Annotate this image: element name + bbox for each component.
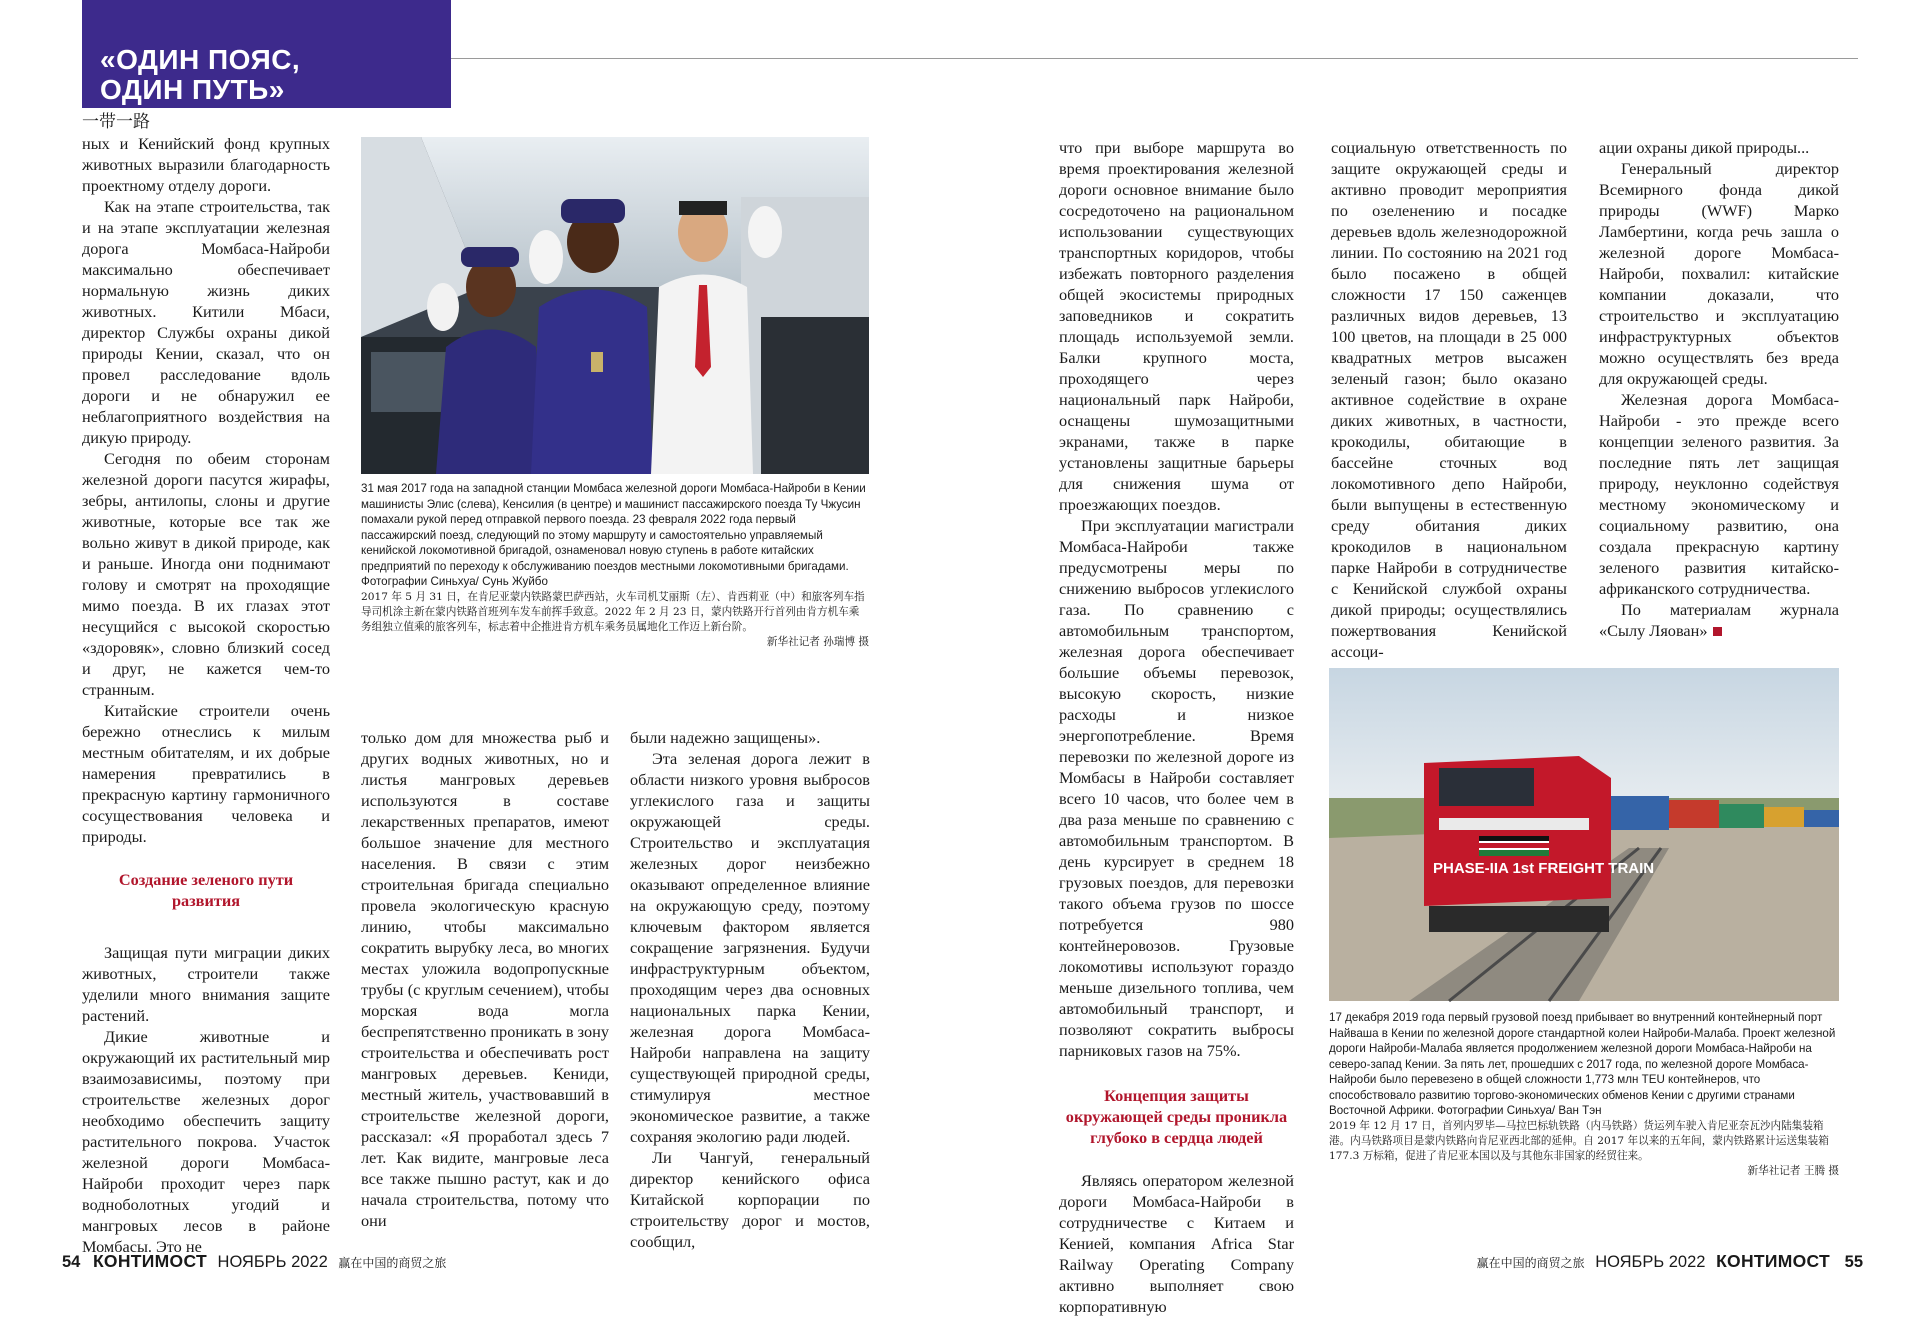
paragraph: Генеральный директор Всемирного фонда дикой природы (WWF) Марко Ламбертини, когда речь зашла о железной дороге Момбаса-Найроби, похвалил: китайские компании доказали, что строительство и эксплуатацию инфраструктурных объектов можно осуществлять без вреда для окружающей среды. <box>1599 159 1839 388</box>
caption-russian: 31 мая 2017 года на западной станции Момбаса железной дороги Момбаса-Найроби в Кении машинисты Элис (слева), Кенсилия (в центре) и машинист пассажирского поезда Ту Чжусин помахали рукой перед отправкой первого поезда. 23 февраля 2022 года первый пассажирский поезд, следующий по этому маршруту и самостоятельно управляемый кенийской локомотивной бригадой, ознаменовал новую ступень в работе китайских предприятий по переходу к обслуживанию поездов местными локомотивными бригадами. Фотографии Синьхуа/ Сунь Жуйбо <box>361 482 866 588</box>
article-end-mark-icon <box>1713 627 1722 636</box>
footer-right <box>1477 1251 1863 1273</box>
paragraph: что при выборе маршрута во время проектирования железной дороги основное внимание было сосредоточено на рациональном использовании существующих транспортных коридоров, чтобы избежать повторного разделения общей экосистемы природных заповедников и сократить площадь используемой земли. Балки крупного моста, проходящего через национальный парк Найроби, оснащены шумозащитными экранами, также в парке установлены защитные барьеры для снижения шума от проезжающих поездов. <box>1059 138 1294 514</box>
tagline-chinese: 赢在中国的商贸之旅 <box>1476 1256 1585 1270</box>
page-number: 54 <box>62 1253 81 1271</box>
section-heading: Создание зеленого пути развития <box>118 870 294 910</box>
rubric-title-line-2: ОДИН ПУТЬ» <box>100 74 285 105</box>
freight-train-illustration <box>1329 668 1839 1001</box>
issue-date: НОЯБРЬ 2022 <box>1595 1253 1706 1271</box>
article-column-5 <box>1331 137 1567 662</box>
tagline-chinese: 赢在中国的商贸之旅 <box>338 1256 447 1270</box>
paragraph: ных и Кенийский фонд крупных животных выразили благодарность проектному отделу дороги. <box>82 134 330 195</box>
paragraph: Эта зеленая дорога лежит в области низкого уровня выбросов углекислого газа и защиты окружающей среды. Строительство и эксплуатация железных дорог неизбежно оказывают определенное влияние на окружающую среду, поэтому ключевым фактором является сокращение загрязнения. Будучи инфраструктурным объектом, проходящим через два основных национальных парка Кении, железная дорога Момбаса-Найроби направлена на защиту существующей природной среды, стимулируя местное экономическое развитие, а также сохраняя экологию ради людей. <box>630 749 870 1146</box>
photo-freight-train <box>1329 668 1839 1001</box>
paragraph: Сегодня по обеим сторонам железной дороги пасутся жирафы, зебры, антилопы, слоны и другие животные, которые все так же вольно живут в дикой природе, как и раньше. Иногда они поднимают голову и смотрят на проходящие мимо поезда. В их глазах этот несущийся с высокой скоростью «здоровяк», словно близкий сосед и друг, не кажется чем-то странным. <box>82 449 330 699</box>
paragraph: были надежно защищены». <box>630 728 821 747</box>
paragraph: ации охраны дикой природы... <box>1599 138 1810 157</box>
paragraph: Китайские строители очень бережно отнеслись к милым местным обитателям, и их добрые намерения превратились в прекрасную картину гармоничного сосуществования человека и природы. <box>82 701 330 846</box>
section-heading: Концепция защиты окружающей среды проникла глубоко в сердца людей <box>1065 1086 1288 1147</box>
article-column-6 <box>1599 137 1839 641</box>
paragraph-source <box>1599 599 1839 641</box>
photo-1-caption <box>361 481 869 650</box>
paragraph: При эксплуатации магистрали Момбаса-Найроби также предусмотрены меры по снижению выбросов углекислого газа. По сравнению с автомобильным транспортом, железная дорога обеспечивает большие объемы перевозок, высокую скорость, низкие расходы и низкое энергопотребление. Время перевозки по железной дороге из Момбасы в Найроби составляет всего 10 часов, что более чем в два раза меньше по сравнению с автомобильным транспортом. В день курсирует в среднем 18 грузовых поездов, для перевозки такого объема грузов по шоссе потребуется 980 контейнеровозов. Грузовые локомотивы используют гораздо меньше дизельного топлива, чем автомобильный транспорт, и позволяют сократить выбросы парниковых газов на 75%. <box>1059 516 1294 1060</box>
article-column-3 <box>630 727 870 1252</box>
caption-chinese: 2019 年 12 月 17 日，首列内罗毕—马拉巴标轨铁路（内马铁路）货运列车驶入肯尼亚奈瓦沙内陆集装箱港。内马铁路项目是蒙内铁路向肯尼亚西北部的延伸。自 2017 年以来的五年间，蒙内铁路累计运送集装箱 177.3 万标箱，促进了肯尼亚本国以及与其他东非国家的经贸往来。 <box>1329 1119 1829 1162</box>
paragraph: Дикие животные и окружающий их растительный мир взаимозависимы, поэтому при строительстве железных дорог необходимо обеспечить защиту растительного покрова. Участок железной дороги Момбаса-Найроби проходит через парк водноболотных угодий и мангровых лесов в районе Момбасы. Это не <box>82 1027 330 1256</box>
photo-2-caption <box>1329 1010 1839 1179</box>
paragraph: социальную ответственность по защите окружающей среды и активно проводит мероприятия по озеленению и посадке деревьев вдоль железнодорожной линии. По состоянию на 2021 год было посажено в общей сложности 17 150 саженцев различных видов деревьев, 13 100 цветов, на площади в 25 000 квадратных метров высажен зеленый газон; было оказано активное содействие в охране диких животных, в частности, крокодилы, обитающие в бассейне сточных вод локомотивного депо Найроби, были выпущены в естественную среду обитания диких крокодилов в национальном парке Найроби в сотрудничестве с Кенийской службой охраны дикой природы; осуществлялись пожертвования Кенийской ассоци- <box>1331 138 1567 661</box>
article-column-1 <box>82 133 330 1257</box>
paragraph: Защищая пути миграции диких животных, строители также уделили много внимания защите растений. <box>82 943 330 1025</box>
source-text: По материалам журнала «Сылу Ляован» <box>1599 600 1839 640</box>
paragraph: Как на этапе строительства, так и на этапе эксплуатации железная дорога Момбаса-Найроби максимально обеспечивает нормальную жизнь диких животных. Китили Мбаси, директор Службы охраны дикой природы Кении, сказал, что он провел расследование вдоль дороги и не обнаружил ее неблагоприятного воздействия на дикую природу. <box>82 197 330 447</box>
section-rubric-title <box>100 45 300 105</box>
caption-credit: 新华社记者 孙瑞博 摄 <box>766 635 869 648</box>
article-column-2 <box>361 727 609 1231</box>
caption-chinese: 2017 年 5 月 31 日，在肯尼亚蒙内铁路蒙巴萨西站，火车司机艾丽斯（左）、肯西莉亚（中）和旅客列车指导司机涂主新在蒙内铁路首班列车发车前挥手致意。2022 年 2 月 23 日，蒙内铁路开行首列由肯方机车乘务组独立值乘的旅客列车，标志着中企推进肯方机车乘务员属地化工作迈上新台阶。 <box>361 590 865 633</box>
issue-date: НОЯБРЬ 2022 <box>217 1253 328 1271</box>
train-front-sign: PHASE-IIA 1st FREIGHT TRAIN <box>1433 860 1655 877</box>
photo-train-crew <box>361 137 869 474</box>
magazine-name: КОНТИМОСТ <box>92 1251 207 1271</box>
rubric-title-line-1: «ОДИН ПОЯС, <box>100 44 301 75</box>
article-column-4 <box>1059 137 1294 1317</box>
paragraph: Являясь оператором железной дороги Момбаса-Найроби в сотрудничестве с Китаем и Кенией, компания Africa Star Railway Operating Company активно выполняет свою корпоративную <box>1059 1171 1294 1316</box>
rubric-chinese-label: 一带一路 <box>82 112 150 132</box>
footer-left <box>62 1251 446 1273</box>
paragraph: Железная дорога Момбаса-Найроби - это прежде всего концепции зеленого развития. За последние пять лет защищая природу, неуклонно содействуя местному экономическому и социальному развитию, она создала прекрасную картину зеленого развития китайско-африканского сотрудничества. <box>1599 390 1839 598</box>
page-number: 55 <box>1844 1253 1863 1271</box>
paragraph: только дом для множества рыб и других водных животных, но и листья мангровых деревьев используются в составе лекарственных препаратов, имеют большое значение для местного населения. В связи с этим строительная бригада специально провела экологическую красную линию, чтобы максимально сократить вырубку леса, во многих местах уложила водопропускные трубы (с круглым сечением), чтобы морская вода могла беспрепятственно проникать в зону строительства и обеспечивать рост мангровых деревьев. Кениди, местный житель, участвовавший в строительстве железной дороги, рассказал: «Я проработал здесь 7 лет. Как видите, мангровые леса все также пышно растут, как и до начала строительства, потому что они <box>361 728 609 1230</box>
magazine-name: КОНТИМОСТ <box>1716 1251 1831 1271</box>
paragraph: Ли Чангуй, генеральный директор кенийского офиса Китайской корпорации по строительству дорог и мостов, сообщил, <box>630 1148 870 1251</box>
caption-credit: 新华社记者 王腾 摄 <box>1747 1164 1839 1177</box>
rubric-divider-line <box>451 58 1858 59</box>
train-crew-illustration <box>361 137 869 474</box>
caption-russian: 17 декабря 2019 года первый грузовой поезд прибывает во внутренний контейнерный порт Найваша в Кении по железной дороге стандартной колеи Найроби-Малаба. Проект железной дороги Найроби-Малаба является продолжением железной дороги Момбаса-Найроби на северо-запад Кении. За пять лет, прошедших с 2017 года, по железной дороге Момбаса-Найроби было перевезено в общей сложности 1,773 млн TEU контейнеров, что способствовало развитию торгово-экономических обменов Кении с другими странами Восточной Африки. Фотографии Синьхуа/ Ван Тэн <box>1329 1011 1836 1117</box>
